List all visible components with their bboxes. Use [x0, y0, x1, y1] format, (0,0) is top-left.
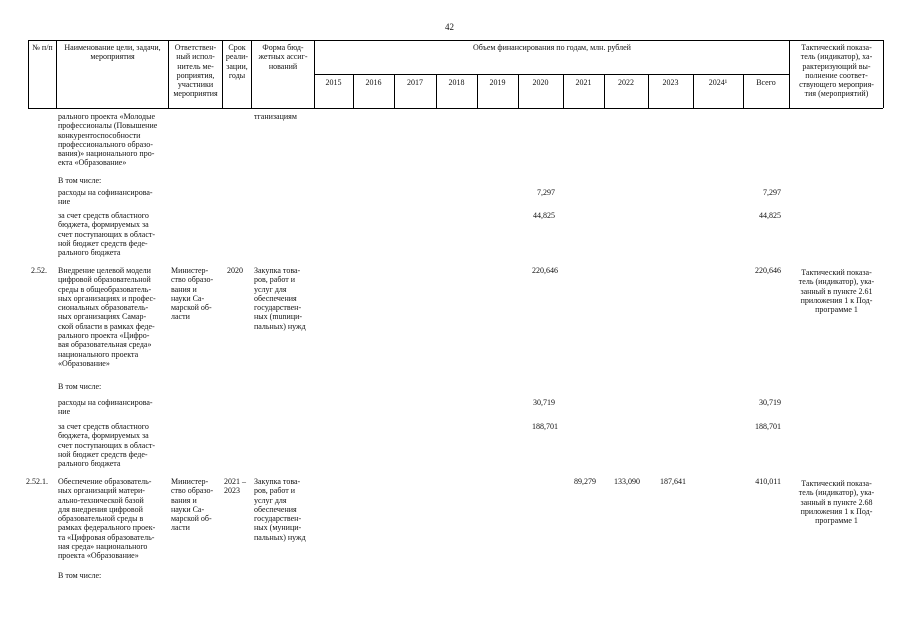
cell-2020: 44,825 [533, 211, 555, 220]
row-name: В том числе: [58, 176, 102, 185]
row-name: за счет средств областного бюджета, формируемых за счет поступающих в област- ной бюджет средств феде- рального бюджета [58, 211, 156, 258]
header-year: 2018 [448, 78, 465, 87]
cell-2022: 133,090 [614, 477, 640, 486]
row-name: за счет средств областного бюджета, формируемых за счет поступающих в област- ной бюджет средств феде- рального бюджета [58, 422, 156, 469]
row-term: 2020 [227, 266, 243, 275]
header-year: 2017 [407, 78, 423, 87]
cell-total: 7,297 [763, 188, 781, 197]
header-year: 2016 [365, 78, 382, 87]
cell-2020: 30,719 [533, 398, 555, 407]
cell-2021: 89,279 [574, 477, 596, 486]
row-term: 2021 – 2023 [224, 477, 246, 496]
cell-2020: 188,701 [532, 422, 558, 431]
cell-total: 220,646 [755, 266, 781, 275]
header-total: Всего [756, 78, 776, 87]
cell-total: 188,701 [755, 422, 781, 431]
row-name: расходы на софинансирова- ние [58, 398, 153, 417]
header-term: Срок реали- зации, годы [225, 43, 249, 80]
row-name: В том числе: [58, 571, 102, 580]
header-volume: Объем финансирования по годам, млн. рублей [473, 43, 631, 52]
row-responsible: Министер- ство образо- вания и науки Са- марской об- ласти [171, 266, 214, 322]
header-year: 2021 [575, 78, 592, 87]
row-name: расходы на софинансирова- ние [58, 188, 153, 207]
header-year: 2022 [618, 78, 634, 87]
header-num: № п/п [32, 43, 53, 52]
page-number: 42 [445, 22, 454, 32]
row-form: тганизациям [254, 112, 297, 121]
header-indicator: Тактический показа- тель (индикатор), ха- рактеризующий вы- полнение соответ- ствующего мероприя- тия (мероприятий) [799, 43, 874, 99]
row-indicator: Тактический показа- тель (индикатор), ука- занный в пункте 2.68 приложения 1 к Под- программе 1 [798, 479, 875, 526]
header-year: 2024¹ [708, 78, 728, 87]
cell-total: 30,719 [759, 398, 781, 407]
row-name: Обеспечение образователь- ных организаций матери- ально-технической базой для внедрения цифровой образовательной среды в рамках федерального проек- та «Цифровая образователь- ная среда» национального проекта «Образование» [58, 477, 156, 561]
row-name: В том числе: [58, 382, 102, 391]
row-responsible: Министер- ство образо- вания и науки Са- марской об- ласти [171, 477, 214, 533]
row-number: 2.52.1. [26, 477, 48, 486]
row-form: Закупка това- ров, работ и услуг для обеспечения государствен- ных (munици- пальных) нужд [254, 266, 306, 331]
header-year: 2020 [532, 78, 549, 87]
header-name: Наименование цели, задачи, мероприятия [64, 43, 161, 62]
row-indicator: Тактический показа- тель (индикатор), ука- занный в пункте 2.61 приложения 1 к Под- программе 1 [798, 268, 875, 315]
cell-total: 44,825 [759, 211, 781, 220]
cell-2020: 7,297 [537, 188, 555, 197]
cell-total: 410,011 [755, 477, 781, 486]
header-responsible: Ответствен- ный испол- нитель ме- роприятия, участники мероприятия [173, 43, 218, 99]
row-name: Внедрение целевой модели цифровой образовательной среды в общеобразователь- ных организациях и профес- сиональных образователь- ных организациях Самар- ской области в рамках феде- рального проекта «Цифро- вая образовательная среда» национального проекта «Образование» [58, 266, 156, 368]
header-year: 2015 [325, 78, 342, 87]
row-form: Закупка това- ров, работ и услуг для обеспечения государствен- ных (муници- пальных) нужд [254, 477, 306, 542]
header-year: 2023 [662, 78, 679, 87]
row-number: 2.52. [31, 266, 47, 275]
header-year: 2019 [489, 78, 506, 87]
row-name: рального проекта «Молодые профессионалы (Повышение конкурентоспособности профессионального образо- вания)» национального про- екта «Образование» [58, 112, 158, 168]
cell-2020: 220,646 [532, 266, 558, 275]
cell-2023: 187,641 [660, 477, 686, 486]
header-form: Форма бюд- жетных ассиг- нований [258, 43, 308, 71]
